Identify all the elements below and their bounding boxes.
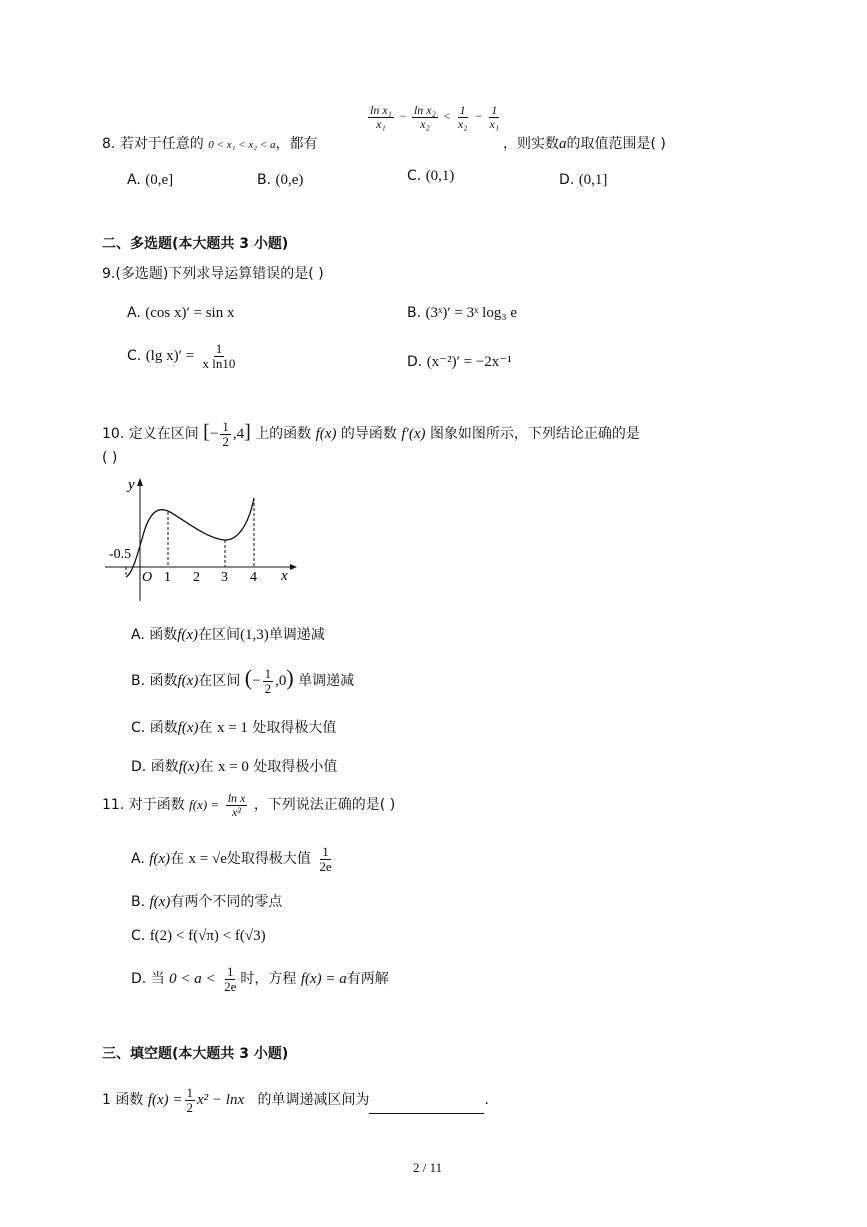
q9-option-c: C. (lg x)′ = $\frac{1}{\text{x ln10}}$ bbox=[127, 341, 236, 371]
y-axis-arrow bbox=[137, 478, 143, 486]
q8-option-b: B. (0,e) bbox=[257, 172, 304, 188]
tick-3: 3 bbox=[221, 570, 228, 585]
q10-option-b: B. 函数f(x)在区间 (− $\frac{1}{2}$ ,0) 单调递减 bbox=[131, 665, 355, 696]
page-number: 2 / 11 bbox=[413, 1160, 443, 1175]
q11-stem: 11. 对于函数 f(x) = $\frac{\text{ln x}}{\text{x²}}$ ，下列说法正确的是( ) bbox=[102, 791, 396, 819]
q11-option-c: C. f(2) < f(√π) < f(√3) bbox=[131, 928, 266, 944]
axis-label-y: y bbox=[128, 477, 135, 493]
q8-condition: 0 < x₁ < x₂ < a bbox=[208, 139, 276, 151]
q9-option-a: A. (cos x)′ = sin x bbox=[127, 305, 235, 321]
derivative-graph bbox=[100, 474, 300, 604]
tick-4: 4 bbox=[250, 570, 257, 585]
derivative-curve bbox=[126, 498, 254, 577]
q8-stem: 8. 若对于任意的 0 < x₁ < x₂ < a，都有 bbox=[102, 136, 318, 152]
axis-label-x: x bbox=[281, 568, 288, 584]
q9-option-b: B. (3ˣ)′ = 3ˣ log₃ e bbox=[407, 305, 517, 321]
q10-option-c: C. 函数f(x)在 x = 1 处取得极大值 bbox=[131, 720, 337, 736]
origin-label: O bbox=[142, 570, 153, 585]
x-axis-arrow bbox=[290, 564, 297, 570]
tick-1: 1 bbox=[164, 570, 171, 585]
section-3-title: 三、填空题(本大题共 3 小题) bbox=[102, 1046, 289, 1062]
q10-option-d: D. 函数f(x)在 x = 0 处取得极小值 bbox=[131, 759, 338, 775]
q8-inequality: $\frac{\text{ln x₁}}{\text{x₁}}$ − $\frac{\text{ln x₂}}{\text{x₂}}$ < $\frac{1}{\text{x₂}}$ − $\frac{1}{\text{x₁}}$ bbox=[370, 103, 500, 131]
q12-stem: 1 函数 f(x) = $\frac{1}{2}$ x² − lnx 的单调递减区间为 . bbox=[102, 1085, 489, 1115]
q8-option-c: C. (0,1) bbox=[407, 168, 455, 184]
q8-option-a: A. (0,e] bbox=[127, 172, 174, 188]
q8-option-d: D. (0,1] bbox=[559, 172, 608, 188]
section-2-title: 二、多选题(本大题共 3 小题) bbox=[102, 236, 289, 252]
q11-option-d: D. 当 0 < a < $\frac{1}{2e}$ 时，方程 f(x) = a有两解 bbox=[131, 964, 389, 994]
q8-stem-end: ，则实数a的取值范围是( ) bbox=[503, 136, 666, 152]
q10-paren: ( ) bbox=[102, 450, 118, 466]
q11-option-b: B. f(x)有两个不同的零点 bbox=[131, 894, 283, 910]
q9-stem: 9.(多选题)下列求导运算错误的是( ) bbox=[102, 266, 324, 282]
q9-option-d: D. (x⁻²)′ = −2x⁻¹ bbox=[407, 354, 512, 370]
q10-option-a: A. 函数f(x)在区间(1,3)单调递减 bbox=[131, 627, 325, 643]
q11-option-a: A. f(x)在 x = √e处取得极大值 $\frac{1}{2e}$ bbox=[131, 844, 332, 874]
q12-answer-blank[interactable] bbox=[369, 1099, 484, 1114]
tick-neg-half: -0.5 bbox=[109, 547, 132, 562]
q10-stem: 10. 定义在区间 [− $\frac{1}{2}$ ,4] 上的函数 f(x) 的导函数 f′(x) 图象如图所示，下列结论正确的是 bbox=[102, 419, 640, 449]
tick-2: 2 bbox=[193, 570, 200, 585]
